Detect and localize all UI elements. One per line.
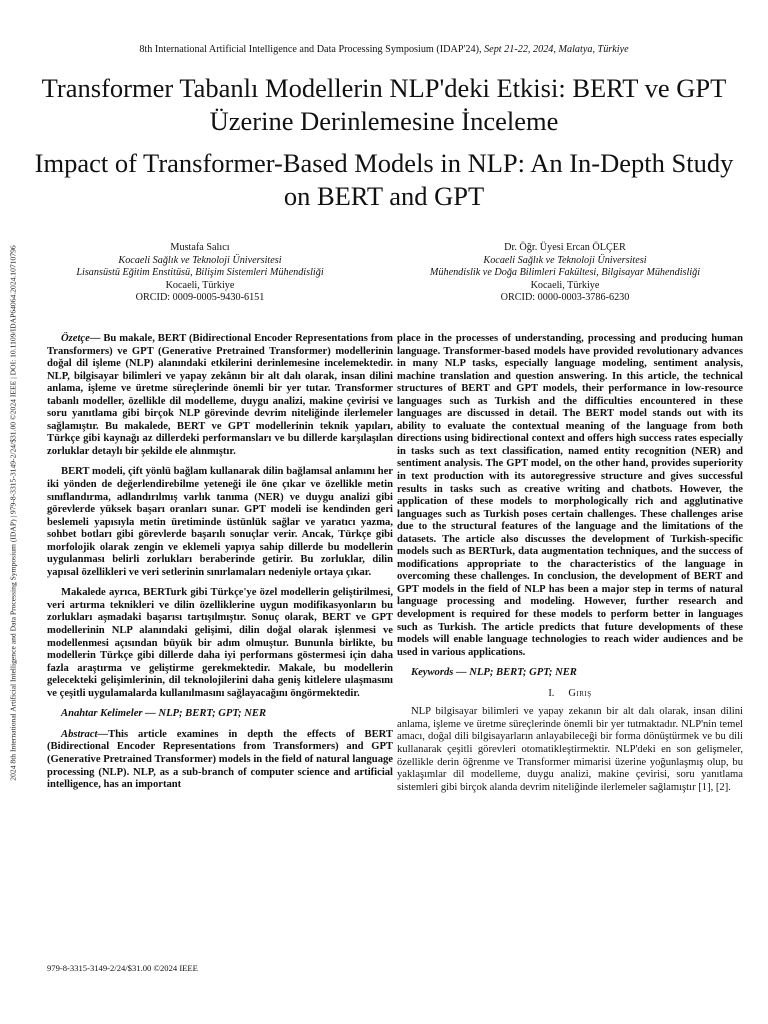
side-margin-note: [6, 168, 20, 858]
left-column: [47, 333, 393, 800]
turkish-abstract-paragraph-3: Makalede ayrıca, BERTurk gibi Türkçe'ye özel modellerin geliştirilmesi, veri artırma teknikleri ve dilin özelliklerine uygun modifikasyonların bu zorlukları aşmadaki başarısı tartışılmıştır. Sonuç olarak, BERT ve GPT modellerinin NLP alanındaki gelişimi, dilin doğal olarak işlenmesi ve modellenmesi açısından büyük bir adım olmuştur. Bununla birlikte, bu modellerin Türkçe gibi dillerde daha iyi performans göstermesi için daha fazla araştırma ve geliştirme gerekmektedir. Makale, bu modellerin gelecekteki gelişimlerinin, dil teknolojilerini daha geniş kitlelere ulaşmasını ve çeşitli uygulamalarda kullanılmasını sağlayacağını öngörmektedir.: [47, 587, 393, 699]
author-name: Dr. Öğr. Üyesi Ercan ÖLÇER: [504, 242, 626, 253]
keywords-turkish: Anahtar Kelimeler — NLP; BERT; GPT; NER: [61, 708, 267, 720]
title-english: Impact of Transformer-Based Models in NLP: An In-Depth Study on BERT and GPT: [34, 148, 734, 211]
author-orcid: ORCID: 0000-0003-3786-6230: [500, 292, 630, 304]
copyright-footer: 979-8-3315-3149-2/24/$31.00 ©2024 IEEE: [47, 963, 198, 973]
conference-dates: Sept 21-22, 2024, Malatya, Türkiye: [484, 44, 629, 55]
ozetce-label: Özetçe—: [61, 333, 101, 344]
ozetce-paragraph: [47, 333, 393, 458]
author-affiliation: Kocaeli Sağlık ve Teknoloji Üniversitesi: [483, 254, 647, 266]
author-affiliation: Kocaeli Sağlık ve Teknoloji Üniversitesi: [118, 254, 282, 266]
right-column: [397, 333, 743, 802]
abstract-paragraph: [47, 729, 393, 792]
side-note-text: 2024 8th International Artificial Intelligence and Data Processing Symposium (IDAP) | 979-8-3315-3149-2/24/$31.00 ©2024 IEEE | DOI: 10.1109/IDAP64064.2024.10710796: [8, 245, 18, 781]
abstract-label: Abstract—: [61, 728, 109, 740]
author-block-1: [30, 242, 370, 305]
conference-name: 8th International Artificial Intelligence and Data Processing Symposium (IDAP'24),: [139, 44, 482, 55]
ozetce-text: Bu makale, BERT (Bidirectional Encoder Representations from Transformers) ve GPT (Generative Pretrained Transformer) modellerinin doğal dil işleme (NLP) alanındaki etkilerini derinlemesine incelemektedir. NLP, bilgisayar bilimleri ve yapay zekânın bir alt dalı olarak, insan dilini anlama, işleme ve üretme süreçlerinde önemli bir yer tutar. Transformer tabanlı modeller, özellikle dil modelleme, duygu analizi, makine çevirisi ve soru yanıtlama gibi birçok NLP görevinde devrim niteliğinde ilerlemeler sağlamıştır. Bu makalede, BERT ve GPT modellerinin teknik yapıları, Türkçe gibi kaynağı az dillerdeki performansları ve bu dillerde karşılaşılan zorluklar detaylı bir şekilde ele alınmıştır.: [47, 333, 393, 457]
author-orcid: ORCID: 0009-0005-9430-6151: [135, 292, 265, 304]
author-block-2: [395, 242, 735, 305]
section-title: Giriş: [568, 687, 592, 699]
author-department: Mühendislik ve Doğa Bilimleri Fakültesi, Bilgisayar Mühendisliği: [429, 267, 701, 279]
section-heading: [397, 688, 743, 701]
author-city: Kocaeli, Türkiye: [165, 279, 235, 291]
turkish-abstract-paragraph-2: BERT modeli, çift yönlü bağlam kullanarak dilin bağlamsal anlamını her iki yönden de değerlendirebilme yeteneği ile öne çıkar ve özellikle metin sınıflandırma, adlandırılmış varlık tanıma (NER) ve duygu analizi gibi görevlerde yüksek başarı oranları sunar. GPT modeli ise kendinden geri beslemeli yapısıyla metin üretiminde üstünlük sağlar ve yaratıcı yazma, sohbet botları gibi görevlerde başarılı sonuçlar verir. Ancak, Türkçe gibi morfolojik olarak zengin ve eklemeli yapıya sahip dillerde bu modellerin uygulanması belirli zorlukları beraberinde getirir. Bu zorluklar, dilin yapısal özellikleri ve veri setlerinin sınırlamaları nedeniyle ortaya çıkar.: [47, 466, 393, 578]
author-city: Kocaeli, Türkiye: [530, 279, 600, 291]
author-name: Mustafa Salıcı: [170, 242, 230, 253]
introduction-paragraph: NLP bilgisayar bilimleri ve yapay zekanın bir alt dalı olarak, insan dilini anlama, işleme ve üretme süreçlerinde önemli bir yer tutmaktadır. NLP'nin temel amacı, doğal dili bilgisayarların anlayabileceği bir forma dönüştürmek ve bu dili kullanarak çeşitli görevleri otomatikleştirmektir. NLP'deki en son gelişmeler, özellikle derin öğrenme ve Transformer mimarisi üzerine yoğunlaşmış olup, bu yaklaşımlar dil modelleme, duygu analizi, makine çevirisi, soru yanıtlama sistemleri gibi birçok alanda devrim niteliğinde ilerlemeler sağlamıştır [1], [2].: [397, 706, 743, 793]
abstract-text-left: This article examines in depth the effects of BERT (Bidirectional Encoder Representations from Transformers) and GPT (Generative Pretrained Transformer) models in the field of natural language processing (NLP). NLP, as a sub-branch of computer science and artificial intelligence, has an important: [47, 728, 393, 791]
abstract-continued: place in the processes of understanding, processing and producing human language. Transformer-based models have provided revolutionary advances in many NLP tasks, especially language modeling, sentiment analysis, machine translation and question answering. In this article, the technical structures of BERT and GPT models, their performance in low-resource languages such as Turkish and the difficulties encountered in these languages are discussed in detail. The BERT model stands out with its ability to evaluate the contextual meaning of the language from both directions using bidirectional context and offers high success rates especially in tasks such as text classification, named entity recognition (NER) and sentiment analysis. The GPT model, on the other hand, provides superiority in text production with its autoregressive structure and gives successful results in tasks such as creative writing and chatbots. However, the application of these models to morphologically rich and agglutinative languages such as Turkish poses certain challenges. These challenges arise due to the structural features of the language and the limitations of the datasets. The article also discusses the development of Turkish-specific models such as BERTurk, data augmentation techniques, and the success of modifications appropriate to the characteristics of the language in overcoming these challenges. In conclusion, the development of BERT and GPT models in the field of NLP has been a major step in terms of natural language processing and modeling. However, further research and development is required for these models to perform better in languages such as Turkish. The article predicts that future developments of these models will enable language technologies to reach wider audiences and be used in various applications.: [397, 333, 743, 658]
keywords-english: Keywords — NLP; BERT; GPT; NER: [411, 667, 577, 679]
title-turkish: Transformer Tabanlı Modellerin NLP'deki Etkisi: BERT ve GPT Üzerine Derinlemesine İnceleme: [41, 73, 727, 136]
section-number: I.: [548, 687, 555, 699]
conference-header: [0, 44, 768, 55]
author-department: Lisansüstü Eğitim Enstitüsü, Bilişim Sistemleri Mühendisliği: [76, 267, 324, 279]
